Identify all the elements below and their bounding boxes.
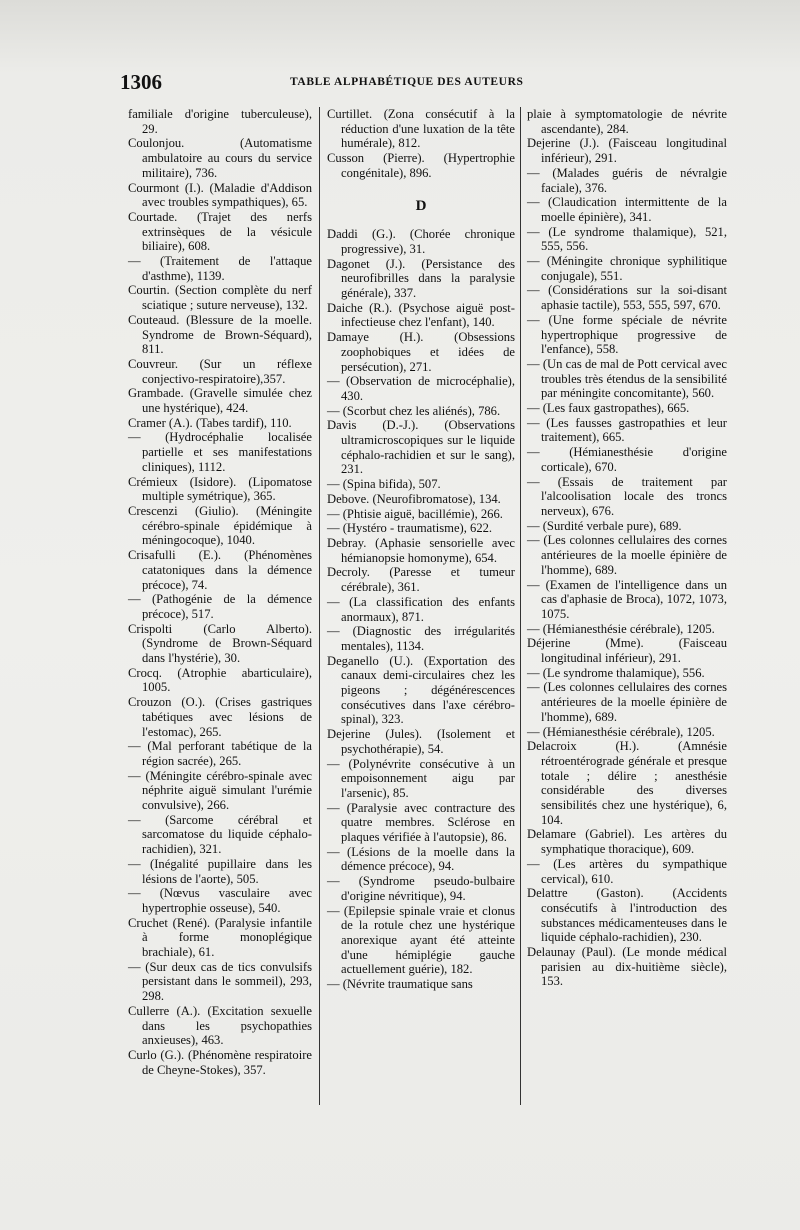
index-entry: — (Les fausses gastropathies et leur traitement), 665. <box>527 415 727 445</box>
index-entry: Cramer (A.). (Tabes tardif), 110. <box>128 415 292 430</box>
index-entry: Crisafulli (E.). (Phénomènes catatoniques dans la démence précoce), 74. <box>128 548 312 592</box>
index-entry: — (Sarcome cérébral et sarcomatose du liquide céphalo-rachidien), 321. <box>128 812 312 857</box>
index-entry: — (Paralysie avec contracture des quatre membres. Sclérose en plaques vérifiée à l'autopsie), 86. <box>327 800 515 845</box>
index-entry: — (Hémianesthésie d'origine corticale), 670. <box>527 445 727 474</box>
index-entry: — (Sur deux cas de tics convulsifs persistant dans le sommeil), 293, 298. <box>128 959 312 1004</box>
index-entry: Dejerine (Jules). (Isolement et psychothérapie), 54. <box>327 727 515 756</box>
index-entry: familiale d'origine tuberculeuse), 29. <box>128 107 312 136</box>
index-entry: Crouzon (O.). (Crises gastriques tabétiques avec lésions de l'estomac), 265. <box>128 695 312 739</box>
section-letter: D <box>415 197 427 214</box>
page-header <box>120 70 665 100</box>
index-entry: Déjerine (Mme). (Faisceau longitudinal inférieur), 291. <box>527 636 727 666</box>
index-entry: — (Essais de traitement par l'alcoolisation locale des troncs nerveux), 676. <box>527 474 727 518</box>
index-entry: — (Hydrocéphalie localisée partielle et ses manifestations cliniques), 1112. <box>128 430 312 474</box>
index-entry: — (Traitement de l'attaque d'asthme), 1139. <box>128 254 312 283</box>
index-entry: Cusson (Pierre). (Hypertrophie congénitale), 896. <box>327 151 515 180</box>
index-entry: — (La classification des enfants anormaux), 871. <box>327 594 515 624</box>
index-entry: Curtillet. (Zona consécutif à la réduction d'une luxation de la tête humérale), 812. <box>327 107 515 151</box>
index-entry: Crispolti (Carlo Alberto). (Syndrome de Brown-Séquard dans l'hystérie), 30. <box>128 621 312 666</box>
index-entry: — (Observation de microcéphalie), 430. <box>327 374 515 403</box>
index-entry: Crescenzi (Giulio). (Méningite cérébro-spinale épidémique à méningocoque), 1040. <box>128 503 312 548</box>
index-entry: — (Spina bifida), 507. <box>327 477 441 492</box>
index-entry: Courtade. (Trajet des nerfs extrinsèques de la vésicule biliaire), 608. <box>128 209 312 254</box>
index-column-2 <box>327 107 515 992</box>
index-entry: Davis (D.-J.). (Observations ultramicroscopiques sur le liquide céphalo-rachidien et sur le sang), 231. <box>327 418 515 477</box>
index-entry: Delattre (Gaston). (Accidents consécutifs à l'introduction des substances médicamenteuses dans le liquide céphalo-rachidien), 230. <box>527 886 727 945</box>
index-entry: Damaye (H.). (Obsessions zoophobiques et idées de persécution), 271. <box>327 330 515 374</box>
index-entry: Courtin. (Section complète du nerf sciatique ; suture nerveuse), 132. <box>128 283 312 313</box>
index-entry: — (Diagnostic des irrégularités mentales), 1134. <box>327 624 515 653</box>
index-entry: — (Névrite traumatique sans <box>327 977 473 992</box>
index-entry: — (Hémianesthésie cérébrale), 1205. <box>527 724 715 739</box>
index-entry: Courmont (I.). (Maladie d'Addison avec troubles sympathiques), 65. <box>128 180 312 210</box>
index-entry: — (Nœvus vasculaire avec hypertrophie osseuse), 540. <box>128 886 312 915</box>
index-column-1 <box>128 107 312 1077</box>
index-entry: Debray. (Aphasie sensorielle avec hémianopsie homonyme), 654. <box>327 535 515 565</box>
index-entry: — (Un cas de mal de Pott cervical avec troubles très étendus de la sensibilité par méningite concomitante), 560. <box>527 356 727 401</box>
index-entry: — (Méningite cérébro-spinale avec néphrite aiguë simulant l'urémie convulsive), 266. <box>128 768 312 813</box>
index-entry: — (Pathogénie de la démence précoce), 517. <box>128 592 312 621</box>
index-entry: Grambade. (Gravelle simulée chez une hystérique), 424. <box>128 386 312 416</box>
index-entry: — (Une forme spéciale de névrite hypertrophique progressive de l'enfance), 558. <box>527 312 727 357</box>
index-entry: Delacroix (H.). (Amnésie rétroentérograde générale et presque totale ; délire ; anesthésie considérable des diverses sensibilités chez une hystérique), 6, 104. <box>527 739 727 827</box>
index-entry: Deganello (U.). (Exportation des canaux demi-circulaires chez les pigeons ; dégénérescences consécutives dans l'axe cérébro-spinal), 323. <box>327 653 515 727</box>
index-entry: — (Scorbut chez les aliénés), 786. <box>327 403 501 418</box>
index-entry: — (Les faux gastropathes), 665. <box>527 401 690 416</box>
index-entry: — (Examen de l'intelligence dans un cas d'aphasie de Broca), 1072, 1073, 1075. <box>527 577 727 621</box>
index-entry: Daddi (G.). (Chorée chronique progressive), 31. <box>327 227 515 256</box>
index-entry: — (Les colonnes cellulaires des cornes antérieures de la moelle épinière de l'homme), 689. <box>527 680 727 724</box>
index-entry: — (Les colonnes cellulaires des cornes antérieures de la moelle épinière de l'homme), 689. <box>527 533 727 577</box>
index-entry: plaie à symptomatologie de névrite ascendante), 284. <box>527 107 727 136</box>
index-entry: — (Epilepsie spinale vraie et clonus de la rotule chez une hystérique anorexique ayant été atteinte d'une hémiplégie gauche actuellement guérie), 182. <box>327 903 515 977</box>
index-entry: — (Claudication intermittente de la moelle épinière), 341. <box>527 195 727 224</box>
index-entry: — (Mal perforant tabétique de la région sacrée), 265. <box>128 739 312 768</box>
index-entry: Couvreur. (Sur un réflexe conjectivo-respiratoire),357. <box>128 356 312 386</box>
index-entry: Cullerre (A.). (Excitation sexuelle dans les psychopathies anxieuses), 463. <box>128 1003 312 1048</box>
index-entry: — (Méningite chronique syphilitique conjugale), 551. <box>527 254 727 283</box>
index-entry: Decroly. (Paresse et tumeur cérébrale), 361. <box>327 565 515 595</box>
index-entry: — (Malades guéris de névralgie faciale), 376. <box>527 165 727 195</box>
column-divider <box>319 107 320 1105</box>
index-entry: Curlo (G.). (Phénomène respiratoire de Cheyne-Stokes), 357. <box>128 1048 312 1077</box>
index-entry: — (Surdité verbale pure), 689. <box>527 518 682 533</box>
index-entry: Crémieux (Isidore). (Lipomatose multiple symétrique), 365. <box>128 474 312 504</box>
index-entry: — (Phtisie aiguë, bacillémie), 266. <box>327 506 503 521</box>
index-entry: Crocq. (Atrophie abarticulaire), 1005. <box>128 665 312 695</box>
index-entry: — (Hystéro - traumatisme), 622. <box>327 521 493 536</box>
index-entry: Couteaud. (Blessure de la moelle. Syndrome de Brown-Séquard), 811. <box>128 312 312 357</box>
index-column-3 <box>527 107 727 989</box>
column-divider <box>520 107 521 1105</box>
index-entry: — (Inégalité pupillaire dans les lésions de l'aorte), 505. <box>128 856 312 886</box>
index-entry: — (Le syndrome thalamique), 521, 555, 556. <box>527 224 727 254</box>
index-entry: Cruchet (René). (Paralysie infantile à forme monoplégique brachiale), 61. <box>128 915 312 960</box>
index-entry: — (Lésions de la moelle dans la démence précoce), 94. <box>327 844 515 874</box>
index-entry: — (Les artères du sympathique cervical), 610. <box>527 856 727 886</box>
page-number: 1306 <box>120 70 162 94</box>
index-entry: Dejerine (J.). (Faisceau longitudinal inférieur), 291. <box>527 136 727 166</box>
index-entry: — (Considérations sur la soi-disant aphasie tactile), 553, 555, 597, 670. <box>527 283 727 313</box>
running-title: TABLE ALPHABÉTIQUE DES AUTEURS <box>290 76 524 88</box>
index-entry: Coulonjou. (Automatisme ambulatoire au cours du service militaire), 736. <box>128 136 312 180</box>
index-entry: Debove. (Neurofibromatose), 134. <box>327 491 501 506</box>
index-entry: Dagonet (J.). (Persistance des neurofibrilles dans la paralysie générale), 337. <box>327 256 515 301</box>
index-entry: — (Hémianesthésie cérébrale), 1205. <box>527 621 715 636</box>
index-entry: Delamare (Gabriel). Les artères du symphatique thoracique), 609. <box>527 827 727 857</box>
index-entry: — (Le syndrome thalamique), 556. <box>527 665 705 680</box>
index-entry: Daiche (R.). (Psychose aiguë post-infectieuse chez l'enfant), 140. <box>327 300 515 330</box>
index-entry: — (Syndrome pseudo-bulbaire d'origine névritique), 94. <box>327 874 515 903</box>
index-entry: Delaunay (Paul). (Le monde médical parisien au dix-huitième siècle), 153. <box>527 945 727 989</box>
index-entry: — (Polynévrite consécutive à un empoisonnement aigu par l'arsenic), 85. <box>327 756 515 800</box>
